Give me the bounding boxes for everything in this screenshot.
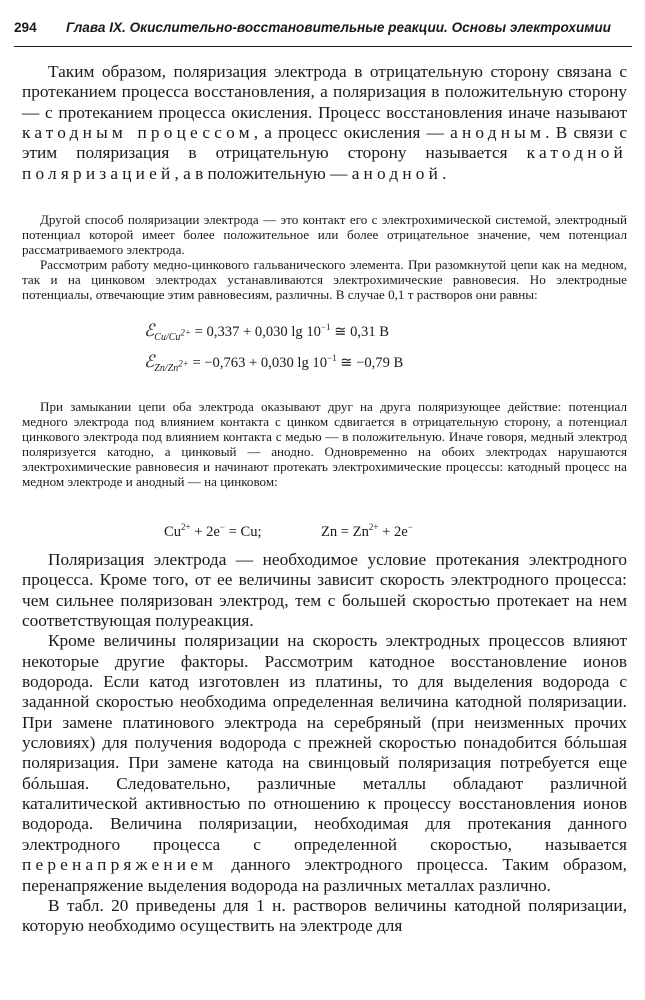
eq-exponent: −1 [320, 322, 331, 333]
text-run: . [442, 163, 447, 183]
eq-charge: 2+ [368, 522, 379, 532]
text-run: . В связи с этим поляризация в отрицательную сторону называется [22, 123, 627, 163]
equation-half-reactions [164, 522, 413, 541]
eq-term: + 2e [190, 523, 220, 540]
eq-term: + 2e [378, 523, 408, 540]
eq-charge: 2+ [178, 358, 189, 369]
paragraph-polarization-intro [22, 62, 627, 184]
text-run: , а в положительную — [174, 163, 352, 183]
eq-result: ≅ −0,79 В [340, 355, 404, 371]
eq-charge: − [407, 522, 413, 532]
paragraph: В табл. 20 приведены для 1 н. растворов величины катодной поляризации, которую необходимо осуществить на электроде для [22, 895, 627, 936]
paragraph: Другой способ поляризации электрода — это контакт его с электрохимической системой, электродный потенциал которой имеет более положительное или более отрицательное значение, чем потенциал рассматриваемого электрода. [22, 212, 627, 258]
paragraph: Рассмотрим работу медно-цинкового гальванического элемента. При разомкнутой цепи как на медном, так и на цинковом электродах устанавливаются электрохимические равновесия. Но электродные потенциалы, отвечающие этим равновесиям, различны. В случае 0,1 т растворов они равны: [22, 257, 627, 303]
text-run: , а процесс окисления — [253, 123, 451, 143]
eq-charge: 2+ [180, 327, 191, 338]
header-rule [14, 46, 632, 47]
eq-result: ≅ 0,31 В [334, 324, 390, 340]
eq-charge: 2+ [181, 522, 191, 532]
paragraph [22, 62, 627, 184]
equation-zinc-potential [144, 352, 403, 374]
eq-term: = Cu; [225, 523, 262, 540]
small-print-block-2 [22, 399, 627, 490]
eq-term: Zn = Zn [320, 523, 369, 540]
emf-symbol: ℰ [144, 321, 155, 341]
eq-exponent: −1 [327, 353, 337, 364]
spaced-term: катодной поляризацией [22, 143, 627, 183]
eq-subscript: Zn/Zn [154, 362, 179, 374]
paragraph [22, 631, 627, 895]
running-title: Глава IX. Окислительно-восстановительные реакции. Основы электрохимии [66, 20, 611, 35]
page-header [14, 20, 632, 50]
spaced-term: катодным процессом [22, 123, 254, 143]
spaced-term: анодной [351, 163, 443, 183]
spaced-term: анодным [450, 123, 546, 143]
eq-expression: = 0,337 + 0,030 lg 10 [194, 324, 321, 340]
eq-subscript: Cu/Cu [154, 331, 181, 343]
eq-expression: = −0,763 + 0,030 lg 10 [192, 355, 327, 371]
paragraph: При замыкании цепи оба электрода оказывают друг на друга поляризующее действие: потенциал медного электрода под влиянием контакта с цинком сдвигается в отрицательную сторону, а потенциал цинкового электрода под влиянием контакта с медью — в положительную. Иначе говоря, медный электрод поляризуется катодно, а цинковый — анодно. Одновременно на обоих электродах нарушаются электрохимические равновесия и начинают протекать электрохимические процессы: катодный процесс на медном электроде и анодный — на цинковом: [22, 399, 627, 490]
text-run: Кроме величины поляризации на скорость электродных процессов влияют некоторые другие факторы. Рассмотрим катодное восстановление ионов водорода. Если катод изготовлен из платины, то для выделения водорода с заданной скоростью необходима определенная величина катодной поляризации. При замене платинового электрода на серебряный (при неизменных прочих условиях) для получения водорода с прежней скоростью понадобится бóльшая поляризация. При замене катода на свинцовый поляризация потребуется еще бóльшая. Следовательно, различные металлы обладают различной каталитической активностью по отношению к процессу восстановления ионов водорода. Величина поляризации, необходимая для протекания данного электродного процесса с определенной скоростью, называется [22, 631, 627, 854]
text-run: Таким образом, поляризация электрода в отрицательную сторону связана с протеканием процесса восстановления, а поляризация в положительную сторону — с протеканием процесса окисления. Процесс восстановления иначе называют [22, 62, 627, 122]
equation-copper-potential [144, 321, 389, 343]
text-run: данного электродного процесса. Таким образом, перенапряжение выделения водорода на различных металлах различно. [22, 855, 627, 895]
page-number: 294 [14, 20, 37, 35]
eq-term: Cu [164, 523, 182, 540]
small-print-block-1 [22, 212, 627, 303]
emf-symbol: ℰ [144, 352, 155, 372]
paragraph: Поляризация электрода — необходимое условие протекания электродного процесса. Кроме того, от ее величины зависит скорость электродного процесса: чем сильнее поляризован электрод, тем с большей скоростью протекает на нем соответствующая полуреакция. [22, 550, 627, 631]
eq-charge: − [219, 522, 225, 532]
main-text-block-2 [22, 550, 627, 937]
spaced-term: перенапряжением [22, 855, 218, 875]
